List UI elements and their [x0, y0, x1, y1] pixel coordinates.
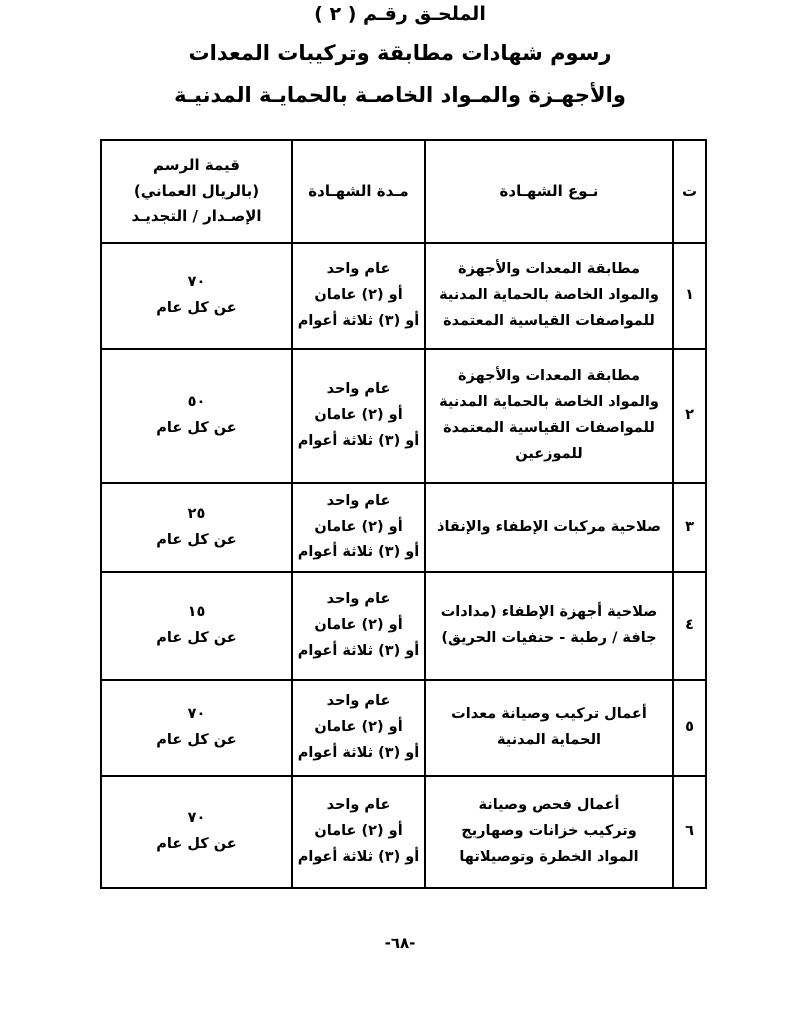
type-line: والمواد الخاصة بالحماية المدنية	[439, 287, 659, 304]
table-row	[101, 483, 706, 572]
header-number: ت	[673, 140, 706, 243]
certificate-type	[425, 243, 673, 349]
fee-amount: ١٥	[187, 604, 206, 621]
duration-line: أو (٢) عامان	[314, 617, 403, 634]
type-line: للموزعين	[515, 445, 583, 462]
table-row	[101, 776, 706, 888]
fee-value	[101, 572, 292, 680]
duration-line: عام واحد	[326, 693, 391, 710]
document-title-line-1: رسوم شهادات مطابقة وتركيبات المعدات	[188, 41, 612, 65]
page-number: -٦٨-	[384, 934, 416, 952]
certificate-duration	[292, 572, 425, 680]
certificate-type	[425, 483, 673, 572]
document-title-line-2: والأجهـزة والمـواد الخاصـة بالحمايـة المدنيـة	[174, 83, 626, 107]
fee-note: عن كل عام	[156, 531, 237, 548]
fee-value	[101, 243, 292, 349]
fee-note: عن كل عام	[156, 836, 237, 852]
duration-line: أو (٢) عامان	[314, 407, 403, 424]
fees-table	[100, 139, 707, 889]
row-number: ٤	[673, 572, 706, 680]
certificate-duration	[292, 243, 425, 349]
appendix-heading: الملحـق رقـم ( ٢ )	[314, 3, 486, 25]
duration-line: أو (٣) ثلاثة أعوام	[297, 312, 420, 329]
row-number: ٥	[673, 680, 706, 776]
fee-value	[101, 680, 292, 776]
duration-line: أو (٢) عامان	[314, 518, 403, 535]
duration-line: أو (٢) عامان	[314, 823, 403, 840]
type-line: صلاحية مركبات الإطفاء والإنقاذ	[437, 518, 661, 535]
certificate-duration	[292, 349, 425, 483]
certificate-duration	[292, 776, 425, 888]
row-number: ٣	[673, 483, 706, 572]
duration-line: أو (٣) ثلاثة أعوام	[297, 744, 420, 761]
duration-line: أو (٢) عامان	[314, 287, 403, 304]
fee-value	[101, 349, 292, 483]
duration-line: أو (٣) ثلاثة أعوام	[297, 848, 420, 865]
header-fee-value	[101, 140, 292, 243]
header-certificate-duration: مـدة الشهـادة	[292, 140, 425, 243]
type-line: وتركيب خزانات وصهاريج	[461, 823, 637, 840]
certificate-duration	[292, 680, 425, 776]
certificate-duration	[292, 483, 425, 572]
type-line: للمواصفات القياسية المعتمدة	[443, 420, 655, 436]
type-line: الحماية المدنية	[497, 732, 601, 748]
table-row	[101, 680, 706, 776]
fee-amount: ٢٥	[187, 505, 206, 522]
row-number: ٢	[673, 349, 706, 483]
fee-amount: ٥٠	[187, 394, 206, 411]
type-line: جافة / رطبة - حنفيات الحريق)	[441, 630, 657, 646]
type-line: صلاحية أجهزة الإطفاء (مدادات	[440, 604, 658, 621]
certificate-type	[425, 572, 673, 680]
fee-value	[101, 483, 292, 572]
duration-line: أو (٣) ثلاثة أعوام	[297, 432, 420, 449]
fee-note: عن كل عام	[156, 732, 237, 748]
duration-line: أو (٢) عامان	[314, 719, 403, 736]
header-fee-line-3: الإصـدار / التجديـد	[131, 207, 262, 226]
type-line: والمواد الخاصة بالحماية المدنية	[439, 394, 659, 411]
certificate-type	[425, 349, 673, 483]
type-line: للمواصفات القياسية المعتمدة	[443, 312, 655, 329]
duration-line: عام واحد	[326, 261, 391, 278]
duration-line: عام واحد	[326, 797, 391, 814]
type-line: المواد الخطرة وتوصيلاتها	[459, 848, 639, 865]
fee-note: عن كل عام	[156, 630, 237, 646]
type-line: مطابقة المعدات والأجهزة	[458, 368, 640, 385]
duration-line: عام واحد	[326, 381, 391, 398]
header-fee-line-1: قيمة الرسم	[153, 156, 240, 175]
duration-line: أو (٣) ثلاثة أعوام	[297, 544, 420, 561]
fee-amount: ٧٠	[187, 706, 206, 723]
fee-amount: ٧٠	[187, 810, 206, 827]
type-line: أعمال فحص وصيانة	[478, 797, 620, 814]
table-row	[101, 243, 706, 349]
header-certificate-type: نـوع الشهـادة	[425, 140, 673, 243]
certificate-type	[425, 680, 673, 776]
fee-note: عن كل عام	[156, 420, 237, 436]
duration-line: أو (٣) ثلاثة أعوام	[297, 642, 420, 659]
type-line: أعمال تركيب وصيانة معدات	[451, 706, 647, 723]
header-fee-line-2: (بالريال العماني)	[133, 181, 260, 200]
row-number: ٦	[673, 776, 706, 888]
duration-line: عام واحد	[326, 591, 391, 608]
fee-value	[101, 776, 292, 888]
table-row	[101, 572, 706, 680]
row-number: ١	[673, 243, 706, 349]
fee-note: عن كل عام	[156, 300, 237, 316]
duration-line: عام واحد	[326, 492, 391, 509]
certificate-type	[425, 776, 673, 888]
table-row	[101, 349, 706, 483]
fee-amount: ٧٠	[187, 274, 206, 291]
table-header-row	[101, 140, 706, 243]
type-line: مطابقة المعدات والأجهزة	[458, 261, 640, 278]
